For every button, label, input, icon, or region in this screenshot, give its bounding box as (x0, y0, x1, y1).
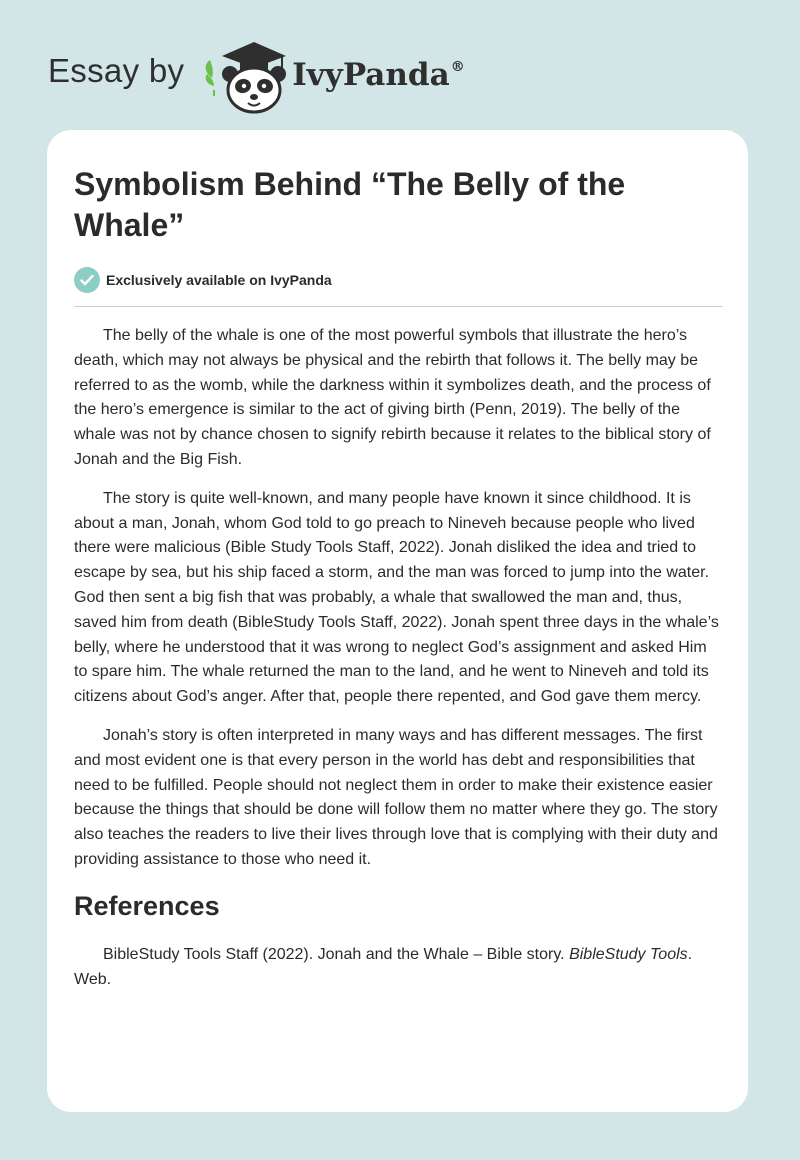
essay-body (74, 324, 724, 873)
exclusive-label: Exclusively available on IvyPanda (106, 272, 332, 288)
reference-text: BibleStudy Tools Staff (2022). Jonah and the Whale – Bible story. (103, 945, 570, 963)
divider (74, 306, 723, 307)
exclusive-badge (74, 266, 722, 294)
paragraph: Jonah’s story is often interpreted in many ways and has different messages. The first and most evident one is that every person in the world has debt and responsibilities that need to be fulfilled. People should not neglect them in order to make their existence easier because the things that should be done will follow them no matter where they go. The story also teaches the readers to live their lives through love that is complying with their duty and providing assistance to those who need it. (74, 726, 718, 868)
panda-graduation-cap-icon[interactable] (198, 34, 286, 114)
registered-mark: ® (450, 59, 465, 75)
paragraph: The belly of the whale is one of the most powerful symbols that illustrate the hero’s death, which may not always be physical and the rebirth that follows it. The belly may be referred to as the womb, while the darkness within it symbolizes death, and the process of the hero’s emergence is similar to the act of giving birth (Penn, 2019). The belly of the whale was not by chance chosen to signify rebirth because it relates to the biblical story of Jonah and the Big Fish. (74, 327, 711, 468)
reference-tail: . Web. (74, 945, 693, 988)
reference-entry (74, 943, 724, 993)
essay-title: Symbolism Behind “The Belly of the Whale” (74, 166, 626, 243)
reference-source: BibleStudy Tools (569, 945, 688, 963)
essay-card (47, 130, 748, 1112)
checkmark-icon (74, 267, 100, 293)
essay-by-label: Essay by (48, 52, 185, 89)
references-heading: References (74, 890, 220, 921)
brand-name-text: IvyPanda (292, 57, 450, 93)
brand-name[interactable] (292, 57, 464, 93)
paragraph: The story is quite well-known, and many people have known it since childhood. It is about a man, Jonah, whom God told to go preach to Nineveh because people who lived there were malicious (Bible Study Tools Staff, 2022). Jonah disliked the idea and tried to escape by sea, but his ship faced a storm, and the man was forced to jump into the water. God then sent a big fish that was probably, a whale that swallowed the man and, thus, saved him from death (BibleStudy Tools Staff, 2022). Jonah spent three days in the whale’s belly, where he understood that it was wrong to neglect God’s assignment and asked Him to spare him. The whale returned the man to the land, and he went to Nineveh and told its citizens about God’s anger. After that, people there repented, and God gave them mercy. (74, 489, 719, 706)
site-header (48, 34, 465, 114)
